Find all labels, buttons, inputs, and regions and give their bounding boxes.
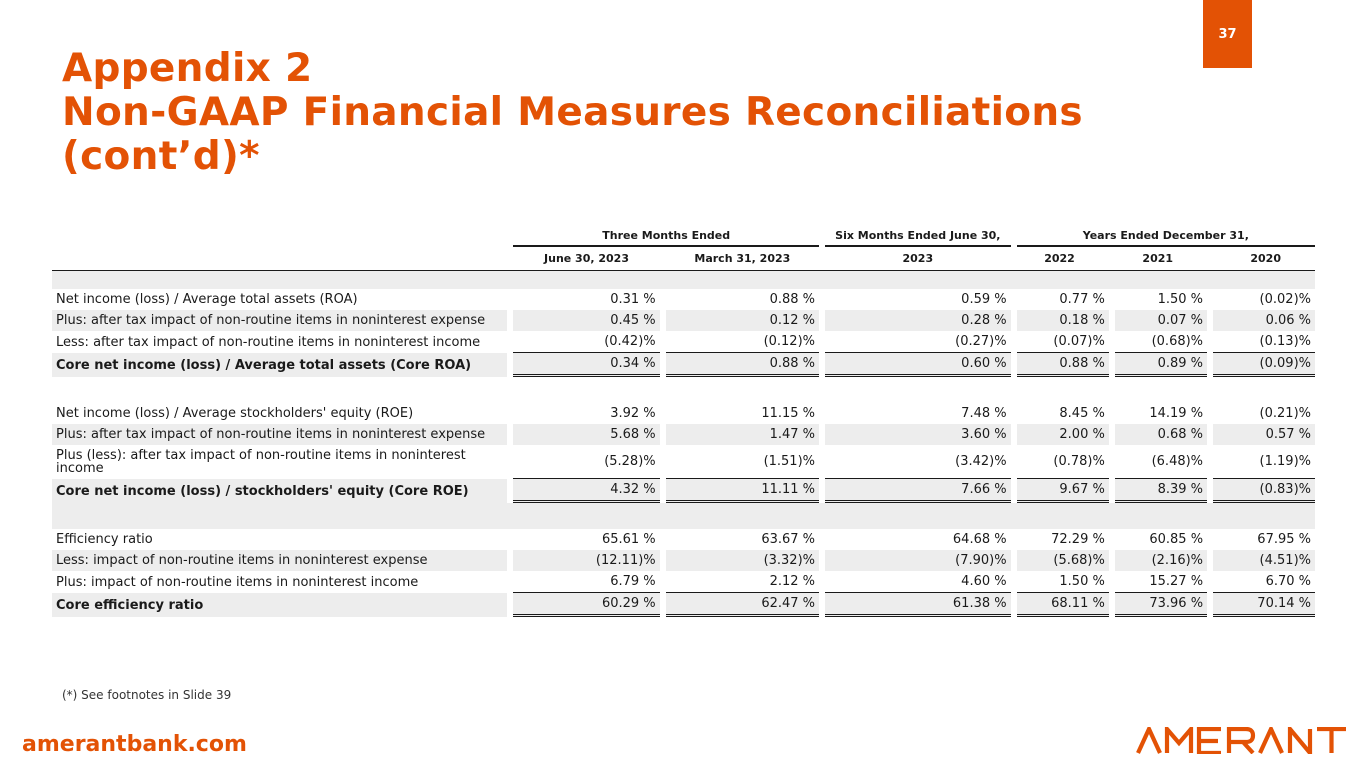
value-cell: 1.50 % <box>1017 571 1109 593</box>
column-header: 2022 <box>1044 252 1075 265</box>
value-cell: 3.60 % <box>825 424 1011 445</box>
group-header-row <box>52 226 1315 247</box>
value-cell: 0.68 % <box>1115 424 1207 445</box>
row-label: Efficiency ratio <box>56 532 153 547</box>
row-label: Less: impact of non-routine items in noninterest expense <box>52 550 507 571</box>
spacer-cell <box>52 377 1315 403</box>
value-cell: (7.90)% <box>825 550 1011 571</box>
table-row <box>52 529 1315 550</box>
column-header: 2020 <box>1250 252 1281 265</box>
title-line-3: (cont’d)* <box>62 134 260 179</box>
value-cell: 8.39 % <box>1115 479 1207 503</box>
row-label: Net income (loss) / Average stockholders' equity (ROE) <box>56 406 414 421</box>
row-label: Net income (loss) / Average total assets (ROA) <box>56 292 358 307</box>
value-cell: 0.88 % <box>666 353 819 377</box>
value-cell: 0.12 % <box>666 310 819 331</box>
value-cell: (3.32)% <box>666 550 819 571</box>
table-row <box>52 445 1315 479</box>
table-body <box>52 270 1315 617</box>
value-cell: 9.67 % <box>1017 479 1109 503</box>
value-cell: (0.42)% <box>513 331 659 353</box>
value-cell: 0.18 % <box>1017 310 1109 331</box>
column-header: March 31, 2023 <box>694 252 791 265</box>
value-cell: 68.11 % <box>1017 593 1109 617</box>
column-header-row <box>52 247 1315 270</box>
value-cell: 0.45 % <box>513 310 659 331</box>
value-cell: (0.21)% <box>1259 406 1311 421</box>
value-cell: 2.12 % <box>666 571 819 593</box>
row-label: Core net income (loss) / Average total assets (Core ROA) <box>52 353 507 377</box>
row-label: Core net income (loss) / stockholders' equity (Core ROE) <box>52 479 507 503</box>
page-number: 37 <box>1218 26 1237 42</box>
value-cell: 6.79 % <box>513 571 659 593</box>
value-cell: (5.28)% <box>513 445 659 479</box>
value-cell: 60.85 % <box>1149 532 1204 547</box>
column-header: 2021 <box>1142 252 1174 265</box>
value-cell: 4.32 % <box>513 479 659 503</box>
core-total-row <box>52 353 1315 377</box>
value-cell: 11.11 % <box>666 479 819 503</box>
value-cell: 0.31 % <box>610 292 656 307</box>
value-cell: 3.92 % <box>610 406 656 421</box>
table-row <box>52 571 1315 593</box>
value-cell: 0.59 % <box>961 292 1007 307</box>
row-label: Plus: after tax impact of non-routine items in noninterest expense <box>52 424 507 445</box>
value-cell: 0.57 % <box>1213 424 1315 445</box>
page-title <box>62 47 1083 179</box>
value-cell: (3.42)% <box>825 445 1011 479</box>
value-cell: 73.96 % <box>1115 593 1207 617</box>
header-band-cell <box>52 270 1315 289</box>
amerant-logo <box>1136 727 1348 754</box>
value-cell: (2.16)% <box>1115 550 1207 571</box>
value-cell: (1.19)% <box>1213 445 1315 479</box>
group-header-six-months: Six Months Ended June 30, <box>825 226 1011 247</box>
value-cell: 0.60 % <box>825 353 1011 377</box>
value-cell: 0.34 % <box>513 353 659 377</box>
row-label: Plus: after tax impact of non-routine items in noninterest expense <box>52 310 507 331</box>
column-header: 2023 <box>902 252 934 265</box>
value-cell: 2.00 % <box>1017 424 1109 445</box>
value-cell: 60.29 % <box>513 593 659 617</box>
value-cell: (0.07)% <box>1017 331 1109 353</box>
core-total-row <box>52 593 1315 617</box>
website-link[interactable]: amerantbank.com <box>22 732 247 757</box>
spacer-row <box>52 377 1315 403</box>
value-cell: 61.38 % <box>825 593 1011 617</box>
footnote: (*) See footnotes in Slide 39 <box>62 688 232 702</box>
value-cell: (0.83)% <box>1213 479 1315 503</box>
group-header-blank <box>52 226 507 247</box>
group-header-years: Years Ended December 31, <box>1017 226 1315 247</box>
value-cell: 65.61 % <box>601 532 656 547</box>
table-row <box>52 403 1315 424</box>
value-cell: 15.27 % <box>1115 571 1207 593</box>
column-header-blank <box>52 247 507 270</box>
table-row <box>52 310 1315 331</box>
value-cell: (1.51)% <box>666 445 819 479</box>
value-cell: (0.27)% <box>825 331 1011 353</box>
value-cell: 72.29 % <box>1051 532 1105 547</box>
row-label: Core efficiency ratio <box>52 593 507 617</box>
value-cell: 5.68 % <box>513 424 659 445</box>
value-cell: 62.47 % <box>666 593 819 617</box>
value-cell: (4.51)% <box>1213 550 1315 571</box>
value-cell: 0.07 % <box>1115 310 1207 331</box>
value-cell: (12.11)% <box>513 550 659 571</box>
title-line-2: Non-GAAP Financial Measures Reconciliations <box>62 90 1083 135</box>
value-cell: 14.19 % <box>1149 406 1204 421</box>
value-cell: 1.50 % <box>1157 292 1204 307</box>
value-cell: 1.47 % <box>666 424 819 445</box>
value-cell: (0.13)% <box>1213 331 1315 353</box>
value-cell: 67.95 % <box>1257 532 1311 547</box>
value-cell: 11.15 % <box>761 406 816 421</box>
value-cell: (0.09)% <box>1213 353 1315 377</box>
header-band-row <box>52 270 1315 289</box>
table-row <box>52 289 1315 310</box>
spacer-cell <box>52 503 1315 529</box>
row-label: Plus (less): after tax impact of non-routine items in noninterest income <box>56 448 466 476</box>
row-label: Less: after tax impact of non-routine items in noninterest income <box>56 334 481 350</box>
page-number-badge <box>1203 0 1252 68</box>
table-row <box>52 424 1315 445</box>
title-line-1: Appendix 2 <box>62 46 313 91</box>
value-cell: 70.14 % <box>1213 593 1315 617</box>
value-cell: 0.89 % <box>1115 353 1207 377</box>
value-cell: 4.60 % <box>825 571 1011 593</box>
value-cell: 0.88 % <box>769 292 816 307</box>
core-total-row <box>52 479 1315 503</box>
value-cell: 7.66 % <box>825 479 1011 503</box>
value-cell: 6.70 % <box>1213 571 1315 593</box>
value-cell: 0.06 % <box>1213 310 1315 331</box>
column-header: June 30, 2023 <box>544 252 629 265</box>
row-label: Plus: impact of non-routine items in noninterest income <box>56 574 419 590</box>
value-cell: 8.45 % <box>1059 406 1105 421</box>
value-cell: (0.02)% <box>1259 292 1311 307</box>
reconciliation-table <box>46 226 1321 617</box>
value-cell: (0.12)% <box>666 331 819 353</box>
table-row <box>52 331 1315 353</box>
value-cell: (5.68)% <box>1017 550 1109 571</box>
value-cell: (0.78)% <box>1017 445 1109 479</box>
value-cell: 63.67 % <box>761 532 816 547</box>
value-cell: 0.77 % <box>1059 292 1105 307</box>
value-cell: 64.68 % <box>952 532 1007 547</box>
value-cell: 0.88 % <box>1017 353 1109 377</box>
value-cell: (0.68)% <box>1115 331 1207 353</box>
spacer-row <box>52 503 1315 529</box>
value-cell: 0.28 % <box>825 310 1011 331</box>
value-cell: 7.48 % <box>961 406 1007 421</box>
value-cell: (6.48)% <box>1115 445 1207 479</box>
table-row <box>52 550 1315 571</box>
group-header-three-months: Three Months Ended <box>513 226 819 247</box>
